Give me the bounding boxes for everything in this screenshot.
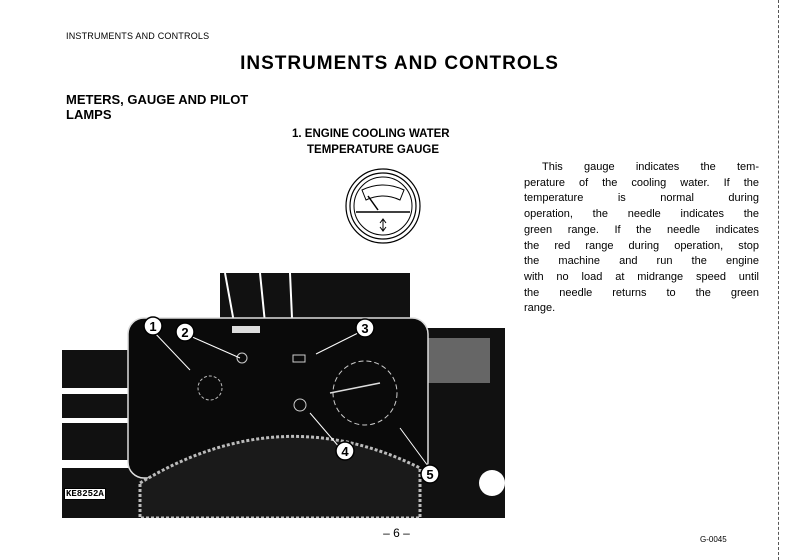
page-number: – 6 – bbox=[383, 526, 410, 540]
running-header: INSTRUMENTS AND CONTROLS bbox=[66, 31, 210, 41]
svg-text:3: 3 bbox=[361, 321, 369, 336]
callout-1 bbox=[144, 317, 162, 335]
body-line: the machine and run the engine bbox=[524, 255, 759, 268]
svg-text:2: 2 bbox=[181, 325, 189, 340]
callout-5 bbox=[421, 465, 439, 483]
body-line: operation, the needle indicates the bbox=[524, 208, 759, 221]
page-edge-perforation bbox=[778, 0, 779, 560]
body-line: This gauge indicates the tem- bbox=[542, 161, 759, 173]
callout-4 bbox=[336, 442, 354, 460]
body-line: range. bbox=[524, 302, 556, 315]
svg-text:4: 4 bbox=[341, 444, 349, 459]
callout-2 bbox=[176, 323, 194, 341]
body-line: temperature is normal during bbox=[524, 192, 759, 205]
svg-text:1: 1 bbox=[149, 319, 157, 334]
section-title bbox=[66, 92, 248, 122]
body-line: the red range during operation, stop bbox=[524, 239, 759, 252]
body-line: the needle returns to the green bbox=[524, 286, 759, 299]
instrument-panel-photo bbox=[60, 268, 505, 518]
svg-text:5: 5 bbox=[426, 467, 434, 482]
body-line: perature of the cooling water. If the bbox=[524, 176, 759, 189]
item-title-line: TEMPERATURE GAUGE bbox=[307, 144, 440, 156]
temperature-gauge-illustration bbox=[338, 166, 428, 246]
item-title-line: ENGINE COOLING WATER bbox=[304, 128, 450, 140]
item-title bbox=[292, 126, 450, 158]
page-title: INSTRUMENTS AND CONTROLS bbox=[240, 53, 559, 74]
section-title-line: METERS, GAUGE AND PILOT bbox=[66, 92, 249, 107]
body-line: with no load at midrange speed until bbox=[524, 270, 759, 283]
photo-code: KE8252A bbox=[66, 489, 104, 499]
item-number: 1. bbox=[292, 128, 302, 140]
section-title-line: LAMPS bbox=[66, 107, 112, 122]
body-text bbox=[524, 160, 759, 317]
body-line: green range. If the needle indicates bbox=[524, 223, 759, 236]
callout-3 bbox=[356, 319, 374, 337]
document-code: G-0045 bbox=[700, 535, 727, 544]
